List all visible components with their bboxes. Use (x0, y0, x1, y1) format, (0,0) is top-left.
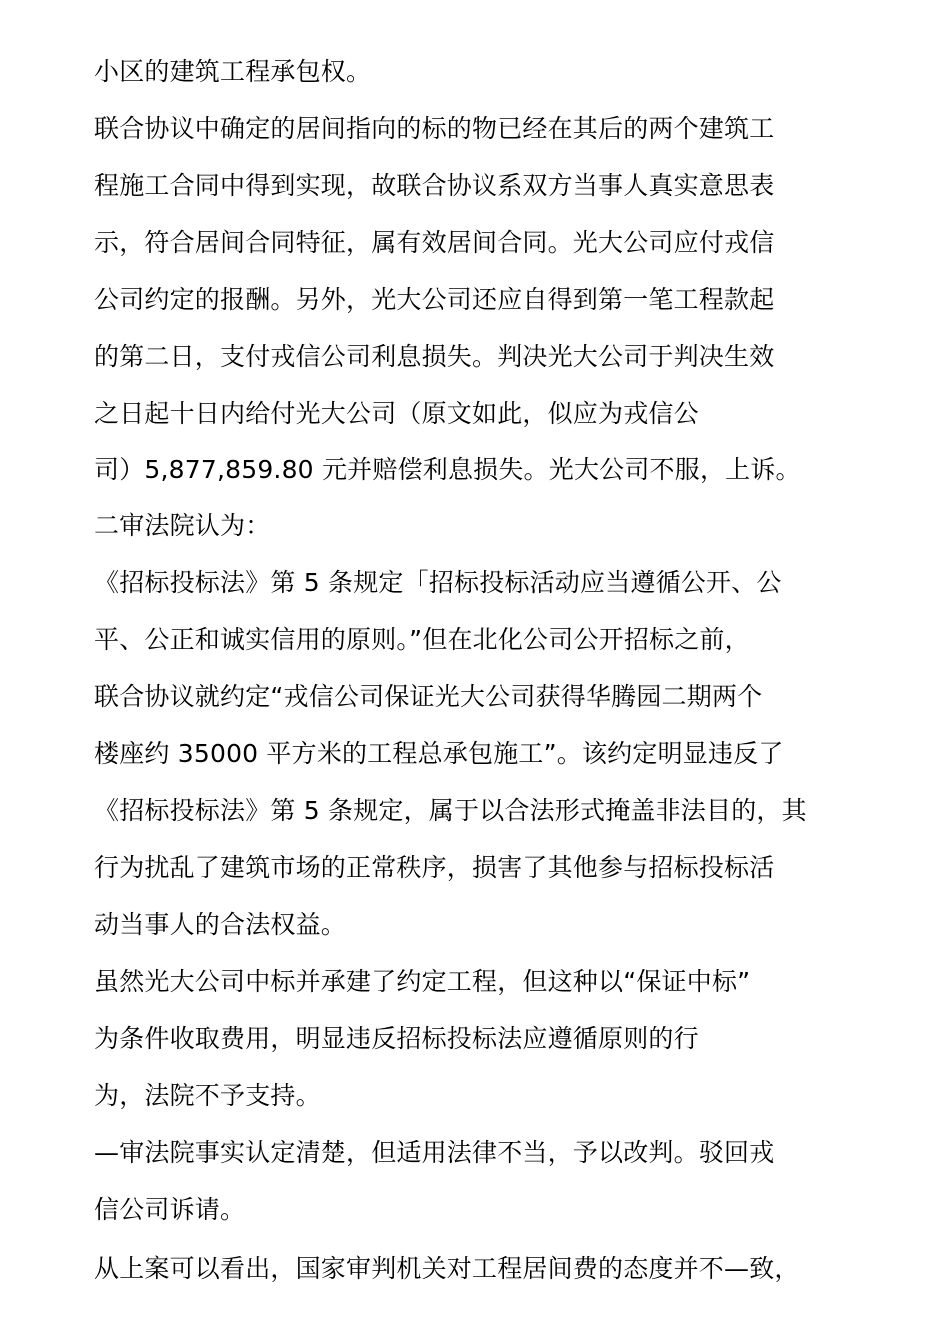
text-line: 为，法院不予支持。 (94, 1081, 321, 1110)
text-line: 二审法院认为： (94, 511, 271, 540)
text-line: 动当事人的合法权益。 (94, 910, 347, 939)
text-line: 司）5,877,859.80 元并赔偿利息损失。光大公司不服，上诉。 (94, 455, 801, 484)
text-line: 的第二日，支付戎信公司利息损失。判决光大公司于判决生效 (94, 342, 775, 371)
text-line: 之日起十日内给付光大公司（原文如此，似应为戎信公 (94, 399, 699, 428)
text-line: 公司约定的报酬。另外，光大公司还应自得到第一笔工程款起 (94, 285, 775, 314)
text-line: 信公司诉请。 (94, 1195, 246, 1224)
text-line: 程施工合同中得到实现，故联合协议系双方当事人真实意思表 (94, 171, 775, 200)
text-line: 《招标投标法》第 5 条规定「招标投标活动应当遵循公开、公 (94, 568, 782, 597)
text-line: 联合协议中确定的居间指向的标的物已经在其后的两个建筑工 (94, 114, 775, 143)
text-line: 行为扰乱了建筑市场的正常秩序，损害了其他参与招标投标活 (94, 853, 775, 882)
text-line: 为条件收取费用，明显违反招标投标法应遵循原则的行 (94, 1024, 699, 1053)
text-line: 联合协议就约定“戎信公司保证光大公司获得华腾园二期两个 (94, 682, 763, 711)
text-line: —审法院事实认定清楚，但适用法律不当，予以改判。驳回戎 (94, 1138, 775, 1167)
text-line: 平、公正和诚实信用的原则。”但在北化公司公开招标之前， (94, 625, 750, 654)
text-line: 虽然光大公司中标并承建了约定工程，但这种以“保证中标” (94, 967, 751, 996)
text-line: 小区的建筑工程承包权。 (94, 57, 372, 86)
text-line: 《招标投标法》第 5 条规定，属于以合法形式掩盖非法目的，其 (94, 796, 807, 825)
text-line: 示，符合居间合同特征，属有效居间合同。光大公司应付戎信 (94, 228, 775, 257)
text-line: 从上案可以看出，国家审判机关对工程居间费的态度并不—致， (94, 1254, 800, 1283)
text-line: 楼座约 35000 平方米的工程总承包施工”。该约定明显违反了 (94, 739, 784, 768)
